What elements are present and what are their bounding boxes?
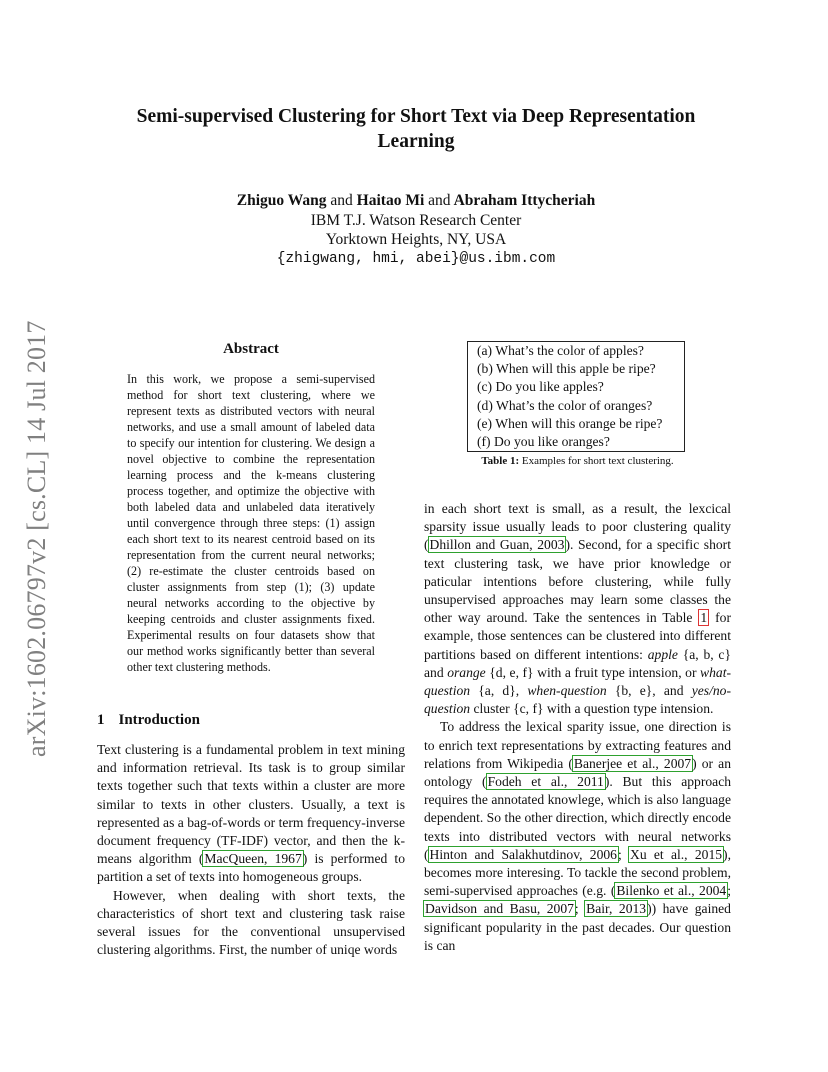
arxiv-stamp: arXiv:1602.06797v2 [cs.CL] 14 Jul 2017 [22,320,51,757]
intro-paragraph-2: However, when dealing with short texts, the characteristics of short text and clustering task raise several issues for the conventional unsupervised clustering algorithms. First, the number of uniqe words [97,887,405,958]
section-title: Introduction [118,712,200,728]
table-row: (c) Do you like apples? [477,379,604,395]
author-conjunction: and [330,192,353,209]
author-2: Haitao Mi [356,192,425,209]
table-row: (a) What’s the color of apples? [477,343,644,358]
section-heading-introduction [97,712,200,729]
citation-link[interactable]: Banerjee et al., 2007 [573,755,692,771]
abstract-heading: Abstract [223,341,279,357]
author-block [110,191,722,269]
left-column-body [97,741,405,959]
table-row: (e) When will this orange be ripe? [477,415,663,431]
author-1: Zhiguo Wang [236,192,327,209]
author-conjunction: and [428,192,451,209]
abstract-body: In this work, we propose a semi-supervised method for short text clustering, where we represent texts as distributed vectors with neural networks, and use a small amount of labeled data to specify our intention for clustering. We design a novel objective to combine the representation learning process and the k-means clustering process together, and optimize the objective with both labeled data and unlabeled data iteratively until convergence through three steps: (1) assign each short text to its nearest centroid based on its representation from the current neural networks; (2) re-estimate the cluster centroids based on cluster assignments from step (1); (3) update neural networks according to the objective by keeping centroids and cluster assignments fixed. Experimental results on four datasets show that our method works significantly better than several other text clustering methods. [127,372,375,674]
citation-link[interactable]: MacQueen, 1967 [204,851,302,867]
right-column-body [424,500,731,955]
citation-link[interactable]: Davidson and Basu, 2007 [425,901,574,917]
location: Yorktown Heights, NY, USA [325,231,507,248]
table-caption-label: Table 1: [481,455,520,467]
affiliation: IBM T.J. Watson Research Center [310,211,522,229]
table-row: (f) Do you like oranges? [477,434,610,450]
intro-paragraph-3: To address the lexical sparity issue, one direction is to enrich text representations by extracting features and relations from Wikipedia (Banerjee et al., 2007) or an ontology (Fodeh et al., 2011). But this approach requires the annotated knowlege, which is also language dependent. So the other direction, which directly encode texts into distributed vectors with neural networks (Hinton and Salakhutdinov, 2006; Xu et al., 2015), becomes more interesing. To tackle the second problem, semi-supervised approaches (e.g. (Bilenko et al., 2004; Davidson and Basu, 2007; Bair, 2013)) have gained significant popularity in the past decades. Our question is can [424,719,732,953]
intro-paragraph-continued: in each short text is small, as a result, the lexcical sparsity issue usually leads to poor clustering quality (Dhillon and Guan, 2003). Second, for a specific short text clustering task, we have prior knowledge or paticular intentions before clustering, while fully unsupervised approaches may learn some classes the other way around. Take the sentences in Table 1 for example, those sentences can be clustered into different partitions based on different intentions: apple {a, b, c} and orange {d, e, f} with a fruit type intension, or what-question {a, d}, when-question {b, e}, and yes/no-question cluster {c, f} with a question type intension. [424,501,731,717]
citation-link[interactable]: Hinton and Salakhutdinov, 2006 [429,846,617,862]
intro-paragraph-1: Text clustering is a fundamental problem in text mining and information retrieval. Its task is to group similar texts together such that texts within a cluster are more similar to texts in other clusters. Usually, a text is represented as a bag-of-words or term frequency-inverse document frequency (TF-IDF) vector, and then the k-means algorithm (MacQueen, 1967) is performed to partition a set of texts into homogeneous groups. [97,742,405,885]
email: {zhigwang, hmi, abei}@us.ibm.com [276,250,556,267]
table-1 [467,341,685,452]
citation-link[interactable]: Bair, 2013 [586,901,647,917]
author-3: Abraham Ittycheriah [453,192,596,209]
author-names [110,191,722,211]
citation-link[interactable]: Xu et al., 2015 [630,846,723,862]
table-row: (d) What’s the color of oranges? [477,397,653,413]
citation-link[interactable]: Fodeh et al., 2011 [487,774,604,790]
table-row: (b) When will this apple be ripe? [477,361,656,377]
citation-link[interactable]: Dhillon and Guan, 2003 [429,537,565,553]
table-caption-text: Examples for short text clustering. [521,455,674,467]
table-reference-link[interactable]: 1 [700,610,708,626]
paper-title: Semi-supervised Clustering for Short Text via Deep Representation Learning [136,106,696,152]
section-number: 1 [97,712,105,728]
citation-link[interactable]: Bilenko et al., 2004 [616,883,727,899]
table-caption [424,455,731,467]
